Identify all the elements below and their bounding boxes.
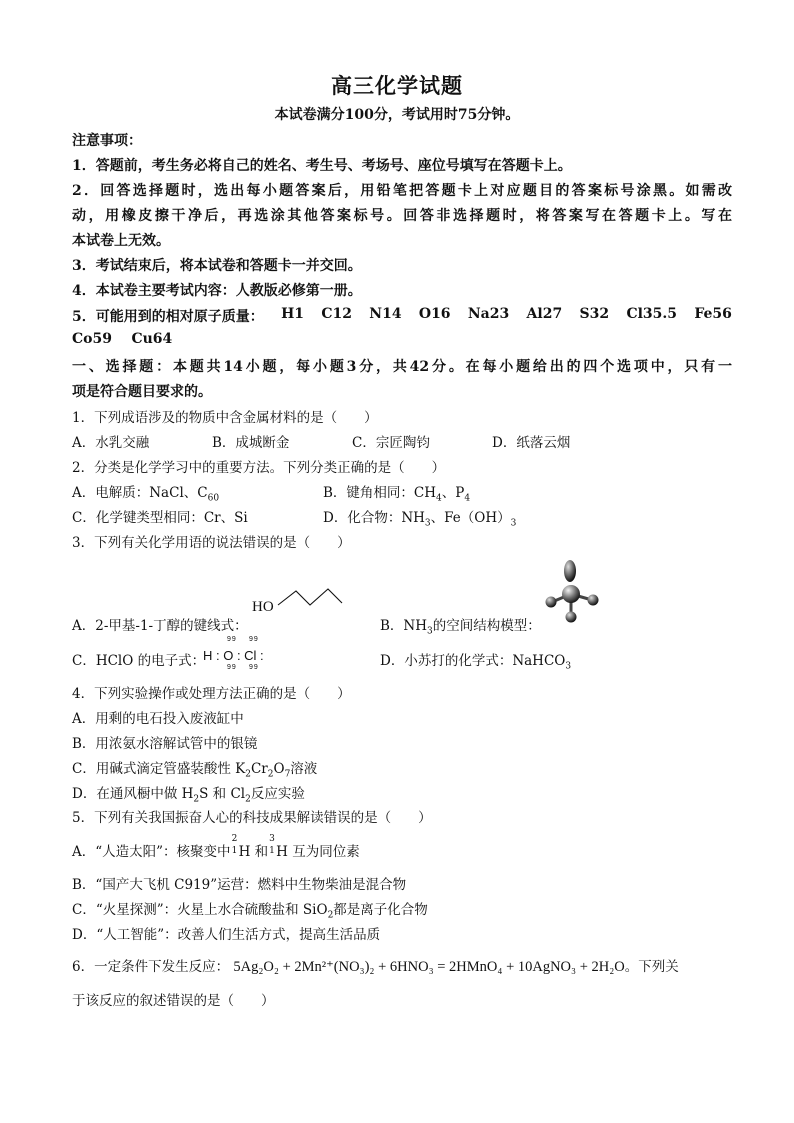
- q3-b-sub: 3: [427, 626, 433, 637]
- isotope-1-mass: 2: [231, 834, 238, 844]
- q6-stem-text: 6．一定条件下发生反应：: [72, 959, 230, 975]
- mass-cu: Cu64: [131, 331, 173, 347]
- section-1-heading-line-2: 项是符合题目要求的。: [72, 384, 212, 400]
- q4-c-text: C．用碱式滴定管盛装酸性 K: [72, 761, 246, 777]
- notice-item-3: 3．考试结束后，将本试卷和答题卡一并交回。: [72, 258, 362, 274]
- q1-option-a: A．水乳交融: [72, 435, 150, 451]
- q4-c-mid: Cr: [250, 761, 268, 777]
- zigzag-chain-icon: [276, 585, 356, 615]
- mass-cl: Cl35.5: [626, 306, 677, 322]
- q2-d-mid: 、Fe（OH）: [430, 510, 511, 526]
- isotope-notation: [231, 834, 239, 856]
- mass-na: Na23: [467, 306, 510, 322]
- q4-option-c: [72, 757, 317, 780]
- mass-o: O16: [418, 306, 451, 322]
- notice-item-1: 1．答题前，考生务必将自己的姓名、考生号、考场号、座位号填写在答题卡上。: [72, 158, 572, 174]
- q2-a-text: A．电解质：NaCl、C: [72, 485, 208, 501]
- q5-c-sub: 2: [327, 910, 334, 921]
- q5-c-text: C．“火星探测”：火星上水合硫酸盐和 SiO: [72, 902, 328, 918]
- hclo-formula-text: H : O : Cl :: [203, 648, 264, 663]
- q3-d-text: D．小苏打的化学式：NaHCO: [380, 653, 566, 669]
- notice-item-5-cont: [72, 331, 732, 347]
- q2-a-sub: 60: [207, 493, 220, 504]
- q5-option-c: [72, 898, 428, 921]
- mass-n: N14: [369, 306, 402, 322]
- q3-b-text: B．NH: [380, 618, 428, 634]
- lone-pair-dots-icon: 99: [227, 636, 237, 643]
- q4-c-mid-2: O: [273, 761, 285, 777]
- q2-option-a: [72, 481, 219, 504]
- q6-stem-post: 。下列关: [624, 959, 679, 975]
- q5-option-b: B．“国产大飞机 C919”运营：燃料中生物柴油是混合物: [72, 877, 407, 893]
- q2-option-d: [323, 506, 516, 529]
- q3-option-a: A．2-甲基-1-丁醇的键线式：: [72, 618, 248, 634]
- lone-pair-dots-icon: 99: [227, 664, 237, 671]
- notice-item-5: [72, 306, 732, 326]
- q1-option-c: C．宗匠陶钧: [352, 435, 430, 451]
- q6-stem: [72, 955, 679, 976]
- q2-option-b: [323, 481, 470, 504]
- mass-al: Al27: [526, 306, 563, 322]
- notice-item-5-label: 5．可能用到的相对原子质量：: [72, 309, 264, 325]
- isotope-2-number: 1: [269, 846, 275, 856]
- q5-a-mid: H 和: [238, 844, 269, 860]
- notice-item-2-line-2: 动，用橡皮擦干净后，再选涂其他答案标号。回答非选择题时，将答案写在答题卡上。写在: [72, 208, 732, 224]
- q2-b-sub-2: 4: [464, 493, 471, 504]
- q2-b-text: B．键角相同：CH: [323, 485, 437, 501]
- q3-d-sub: 3: [565, 661, 572, 672]
- isotope-notation: [268, 834, 276, 856]
- hydroxyl-label: HO: [252, 599, 274, 615]
- q2-option-c: C．化学键类型相同：Cr、Si: [72, 510, 248, 526]
- q5-option-d: D．“人工智能”：改善人们生活方式，提高生活品质: [72, 927, 381, 943]
- q5-stem: 5．下列有关我国振奋人心的科技成果解读错误的是（ ）: [72, 810, 432, 826]
- q4-stem: 4．下列实验操作或处理方法正确的是（ ）: [72, 686, 351, 702]
- q6-stem-line-2: 于该反应的叙述错误的是（ ）: [72, 993, 275, 1009]
- q4-c-sub-1: 2: [245, 769, 251, 780]
- lone-pair-dots-icon: 99: [249, 636, 259, 643]
- q5-option-a: [72, 834, 360, 860]
- q3-option-c: [72, 649, 205, 669]
- isotope-2-mass: 3: [269, 834, 275, 844]
- mass-c: C12: [321, 306, 352, 322]
- q4-d-mid: S 和 Cl: [199, 786, 246, 802]
- notice-item-2-line-3: 本试卷上无效。: [72, 233, 170, 249]
- notice-item-4: 4．本试卷主要考试内容：人教版必修第一册。: [72, 283, 362, 299]
- q4-c-post: 溶液: [290, 761, 318, 777]
- lone-pair-dots-icon: 99: [249, 664, 259, 671]
- nh3-ball-stick-model-icon: [540, 558, 604, 624]
- atomic-masses-row: [72, 306, 732, 326]
- q4-option-b: B．用浓氨水溶解试管中的银镜: [72, 736, 258, 752]
- q1-option-d: D．纸落云烟: [492, 435, 571, 451]
- q3-option-b: [380, 614, 541, 637]
- q3-stem: 3．下列有关化学用语的说法错误的是（ ）: [72, 535, 351, 551]
- q2-b-sub-1: 4: [436, 493, 442, 504]
- q4-d-post: 反应实验: [250, 786, 305, 802]
- q1-option-b: B．成城断金: [212, 435, 290, 451]
- page-subtitle: 本试卷满分100分，考试用时75分钟。: [274, 107, 520, 123]
- q2-b-mid: 、P: [441, 485, 465, 501]
- notice-item-2-line-1: 2．回答选择题时，选出每小题答案后，用铅笔把答题卡上对应题目的答案标号涂黑。如需改: [72, 183, 732, 199]
- q1-stem: 1．下列成语涉及的物质中含金属材料的是（ ）: [72, 410, 378, 426]
- q4-option-a: A．用剩的电石投入废液缸中: [72, 711, 244, 727]
- q6-equation: 5Ag₂O₂ + 2Mn²⁺(NO₃)₂ + 6HNO₃ = 2HMnO₄ + 10AgNO₃ + 2H₂O: [233, 959, 625, 975]
- q3-c-text: C．HClO 的电子式：: [72, 653, 206, 669]
- q4-c-sub-2: 2: [267, 769, 274, 780]
- hclo-electron-formula: [203, 638, 273, 672]
- page-title: 高三化学试题: [331, 73, 463, 98]
- mass-s: S32: [579, 306, 610, 322]
- q3-b-post: 的空间结构模型：: [432, 618, 541, 634]
- q4-d-sub-2: 2: [245, 794, 251, 805]
- q3-option-d: [380, 649, 571, 672]
- q5-c-post: 都是离子化合物: [333, 902, 428, 918]
- mass-fe: Fe56: [694, 306, 732, 322]
- q5-a-text: A．“人造太阳”：核聚变中: [72, 844, 231, 860]
- q5-a-post: H 互为同位素: [276, 844, 360, 860]
- q4-option-d: [72, 782, 305, 805]
- notice-heading: 注意事项：: [72, 133, 142, 149]
- mass-co: Co59: [72, 331, 112, 347]
- q2-stem: 2．分类是化学学习中的重要方法。下列分类正确的是（ ）: [72, 460, 446, 476]
- q4-c-sub-3: 7: [284, 769, 291, 780]
- section-1-heading-line-1: 一、选择题：本题共14小题，每小题3分，共42分。在每小题给出的四个选项中，只有一: [72, 359, 732, 375]
- q4-d-text: D．在通风橱中做 H: [72, 786, 194, 802]
- mass-h: H1: [281, 306, 305, 322]
- q4-d-sub-1: 2: [193, 794, 200, 805]
- isotope-1-number: 1: [231, 846, 238, 856]
- q2-d-text: D．化合物：NH: [323, 510, 425, 526]
- q2-d-sub-2: 3: [510, 518, 517, 529]
- q2-d-sub-1: 3: [424, 518, 431, 529]
